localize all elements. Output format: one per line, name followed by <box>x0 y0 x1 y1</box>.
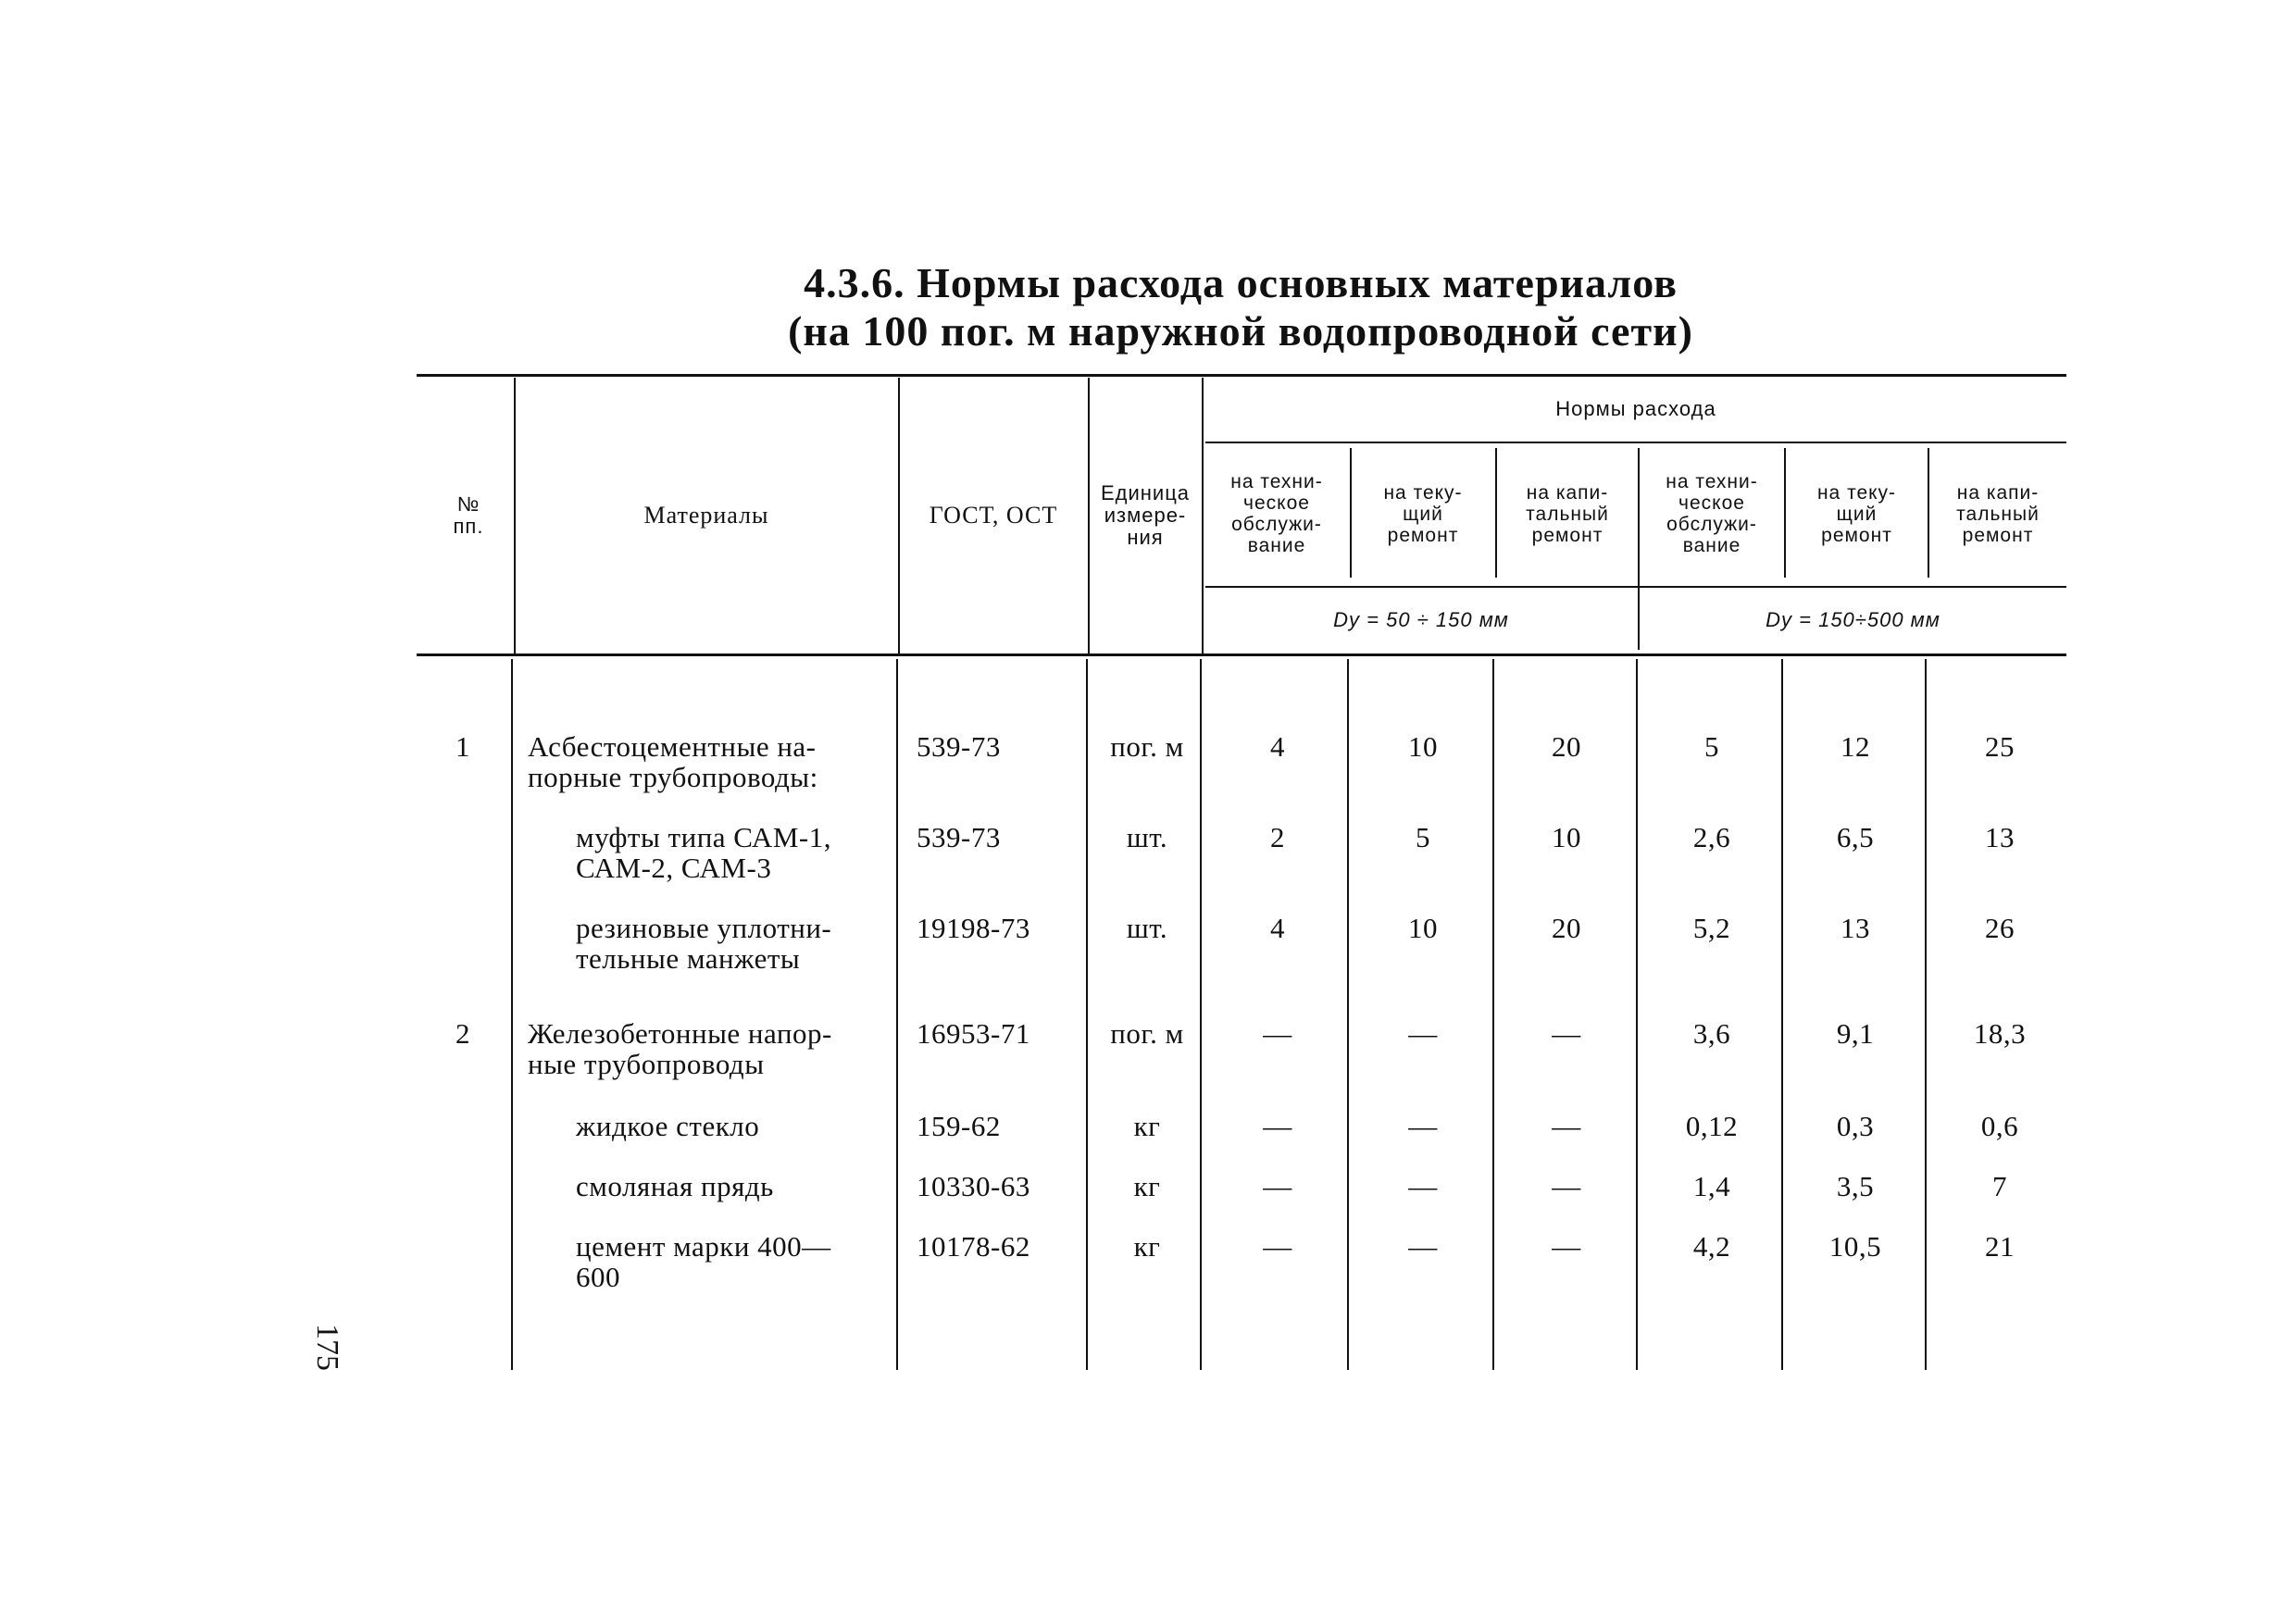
body-divider-unit <box>1200 659 1202 1370</box>
body-divider-1 <box>1347 659 1349 1370</box>
row-value: 13 <box>1841 912 1870 944</box>
row-value: — <box>1408 1110 1438 1142</box>
row-value: — <box>1552 1170 1581 1202</box>
row-value: — <box>1552 1110 1581 1142</box>
row-material: жидкое стекло <box>576 1110 760 1142</box>
row-gost: 16953-71 <box>917 1017 1030 1050</box>
row-material: Асбестоцементные на- порные трубопроводы: <box>528 730 818 793</box>
row-gost: 539-73 <box>917 730 1001 763</box>
row-number: 2 <box>455 1017 470 1050</box>
row-value: 18,3 <box>1973 1017 2027 1050</box>
row-value: — <box>1408 1017 1438 1050</box>
row-value: 10 <box>1408 912 1438 944</box>
title-line-2: (на 100 пог. м наружной водопроводной сети) <box>788 307 1693 355</box>
header-unit: Единица измере- ния <box>1100 481 1191 549</box>
row-unit: пог. м <box>1110 1017 1184 1050</box>
row-value: — <box>1263 1017 1292 1050</box>
row-unit: шт. <box>1126 821 1168 853</box>
row-value: 10 <box>1408 730 1438 763</box>
row-value: — <box>1408 1230 1438 1263</box>
row-value: 9,1 <box>1836 1017 1875 1050</box>
row-value: 4,2 <box>1692 1230 1731 1263</box>
body-divider-4 <box>1781 659 1783 1370</box>
row-value: 3,5 <box>1836 1170 1875 1202</box>
row-value: 26 <box>1985 912 2015 944</box>
row-value: 13 <box>1985 821 2015 853</box>
body-divider-number <box>511 659 513 1370</box>
row-number: 1 <box>455 730 470 763</box>
header-sub-1: на техни- ческое обслужи- вание <box>1230 471 1323 556</box>
row-gost: 539-73 <box>917 821 1001 853</box>
header-range-1: Dу = 50 ÷ 150 мм <box>1333 608 1509 631</box>
row-value: 20 <box>1552 730 1581 763</box>
row-value: 21 <box>1985 1230 2015 1263</box>
body-divider-3 <box>1636 659 1638 1370</box>
header-sub-3: на капи- тальный ремонт <box>1526 481 1609 546</box>
page-number: 175 <box>310 1324 344 1371</box>
row-value: 1,4 <box>1692 1170 1731 1202</box>
header-gost: ГОСТ, ОСТ <box>929 502 1058 529</box>
row-unit: кг <box>1133 1110 1161 1142</box>
header-bottom-rule <box>417 653 2066 656</box>
col-divider-unit <box>1202 378 1204 653</box>
col-divider-number <box>514 378 516 653</box>
row-value: 0,6 <box>1980 1110 2019 1142</box>
row-value: 10,5 <box>1828 1230 1882 1263</box>
row-value: 2,6 <box>1692 821 1731 853</box>
row-value: 6,5 <box>1836 821 1875 853</box>
body-divider-5 <box>1925 659 1927 1370</box>
range-header-rule <box>1205 586 2066 588</box>
row-value: — <box>1552 1017 1581 1050</box>
row-value: 4 <box>1270 730 1285 763</box>
row-value: 5,2 <box>1692 912 1731 944</box>
header-range-2: Dу = 150÷500 мм <box>1766 608 1940 631</box>
header-number: № пп. <box>453 492 484 538</box>
row-unit: кг <box>1133 1230 1161 1263</box>
body-divider-gost <box>1086 659 1088 1370</box>
header-sub-5: на теку- щий ремонт <box>1816 481 1897 546</box>
row-material: смоляная прядь <box>576 1170 774 1202</box>
row-gost: 10330-63 <box>917 1170 1030 1202</box>
row-gost: 19198-73 <box>917 912 1030 944</box>
row-material: муфты типа САМ-1, САМ-2, САМ-3 <box>576 821 831 884</box>
row-value: 10 <box>1552 821 1581 853</box>
row-value: 0,3 <box>1836 1110 1875 1142</box>
row-value: 4 <box>1270 912 1285 944</box>
row-value: — <box>1408 1170 1438 1202</box>
row-value: 7 <box>1992 1170 2007 1202</box>
table-top-rule <box>417 374 2066 377</box>
row-value: 5 <box>1704 730 1719 763</box>
row-value: — <box>1263 1230 1292 1263</box>
row-value: 3,6 <box>1692 1017 1731 1050</box>
row-material: резиновые уплотни- тельные манжеты <box>576 912 832 975</box>
header-norms: Нормы расхода <box>1555 397 1716 420</box>
header-materials: Материалы <box>643 502 769 529</box>
body-divider-2 <box>1492 659 1494 1370</box>
row-value: — <box>1263 1110 1292 1142</box>
row-value: 2 <box>1270 821 1285 853</box>
row-unit: кг <box>1133 1170 1161 1202</box>
row-unit: пог. м <box>1110 730 1184 763</box>
col-divider-materials <box>898 378 900 653</box>
title-line-1: 4.3.6. Нормы расхода основных материалов <box>804 259 1678 306</box>
row-value: 5 <box>1416 821 1430 853</box>
header-sub-6: на капи- тальный ремонт <box>1956 481 2040 546</box>
row-gost: 10178-62 <box>917 1230 1030 1263</box>
header-sub-4: на техни- ческое обслужи- вание <box>1666 471 1758 556</box>
row-value: 12 <box>1841 730 1870 763</box>
row-value: 0,12 <box>1685 1110 1739 1142</box>
row-material: Железобетонные напор- ные трубопроводы <box>528 1017 832 1080</box>
norms-header-rule <box>1205 442 2066 443</box>
row-value: — <box>1263 1170 1292 1202</box>
row-value: 20 <box>1552 912 1581 944</box>
page-title <box>0 259 2296 355</box>
row-value: — <box>1552 1230 1581 1263</box>
header-sub-2: на теку- щий ремонт <box>1383 481 1463 546</box>
row-unit: шт. <box>1126 912 1168 944</box>
row-value: 25 <box>1985 730 2015 763</box>
row-gost: 159-62 <box>917 1110 1001 1142</box>
row-material: цемент марки 400— 600 <box>576 1230 831 1293</box>
